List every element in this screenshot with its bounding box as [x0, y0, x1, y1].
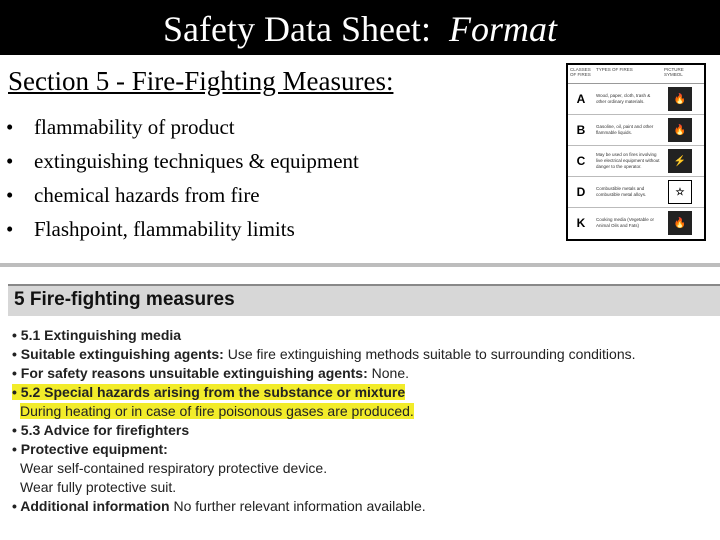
sds-line-label: • For safety reasons unsuitable extinguishing agents: — [12, 365, 368, 381]
trash-fire-icon: 🔥 — [668, 87, 692, 111]
fire-table-col-class: CLASSES OF FIRES — [570, 67, 591, 77]
sds-line: Wear fully protective suit. — [20, 479, 177, 495]
sds-section-title: 5 Fire-fighting measures — [8, 284, 720, 316]
title-italic: Format — [448, 9, 557, 49]
sds-line-text: Use fire extinguishing methods suitable to surrounding conditions. — [223, 346, 636, 362]
sds-excerpt — [0, 272, 720, 540]
sds-line: • Protective equipment: — [12, 441, 168, 457]
section-heading: Section 5 - Fire-Fighting Measures: — [8, 66, 394, 96]
title-bar — [0, 0, 720, 55]
liquid-fire-icon: 🔥 — [668, 118, 692, 142]
sds-line-text: No further relevant information available. — [169, 498, 426, 514]
fire-table-header — [568, 65, 704, 84]
sds-highlight-heading: • 5.2 Special hazards arising from the substance or mixture — [12, 384, 406, 400]
sds-line: • 5.3 Advice for firefighters — [12, 422, 190, 438]
fire-table-row: K Cooking media (Vegetable or Animal Oils and Fats) 🔥 — [568, 208, 704, 238]
electrical-fire-icon: ⚡ — [668, 149, 692, 173]
list-item: • chemical hazards from fire — [6, 183, 260, 207]
bullet-list — [6, 110, 359, 246]
sds-line: • 5.1 Extinguishing media — [12, 327, 182, 343]
sds-highlight-text: During heating or in case of fire poisonous gases are produced. — [20, 403, 414, 419]
sds-lines — [12, 326, 636, 516]
sds-line-text: None. — [367, 365, 409, 381]
sds-line-label: • Suitable extinguishing agents: — [12, 346, 224, 362]
fire-table-row: A Wood, paper, cloth, trash & other ordinary materials. 🔥 — [568, 84, 704, 115]
fire-table-row: D Combustible metals and combustible metal alloys. ☆ — [568, 177, 704, 208]
divider — [0, 263, 720, 267]
list-item: • extinguishing techniques & equipment — [6, 149, 359, 173]
title-plain: Safety Data Sheet: — [163, 9, 431, 49]
list-item: • flammability of product — [6, 115, 235, 139]
sds-line: Wear self-contained respiratory protective device. — [20, 460, 328, 476]
metal-fire-star-icon: ☆ — [668, 180, 692, 204]
fire-table-row: C May be used on fires involving live electrical equipment without danger to the operator. ⚡ — [568, 146, 704, 177]
fire-class-table — [566, 63, 706, 241]
list-item: • Flashpoint, flammability limits — [6, 217, 295, 241]
sds-line-label: • Additional information — [12, 498, 170, 514]
page-title — [0, 0, 720, 58]
fire-table-row: B Gasoline, oil, paint and other flammable liquids. 🔥 — [568, 115, 704, 146]
cooking-fire-icon: 🔥 — [668, 211, 692, 235]
fire-table-col-type: TYPES OF FIRES — [596, 67, 633, 72]
fire-table-col-picture: PICTURE SYMBOL — [664, 67, 684, 77]
